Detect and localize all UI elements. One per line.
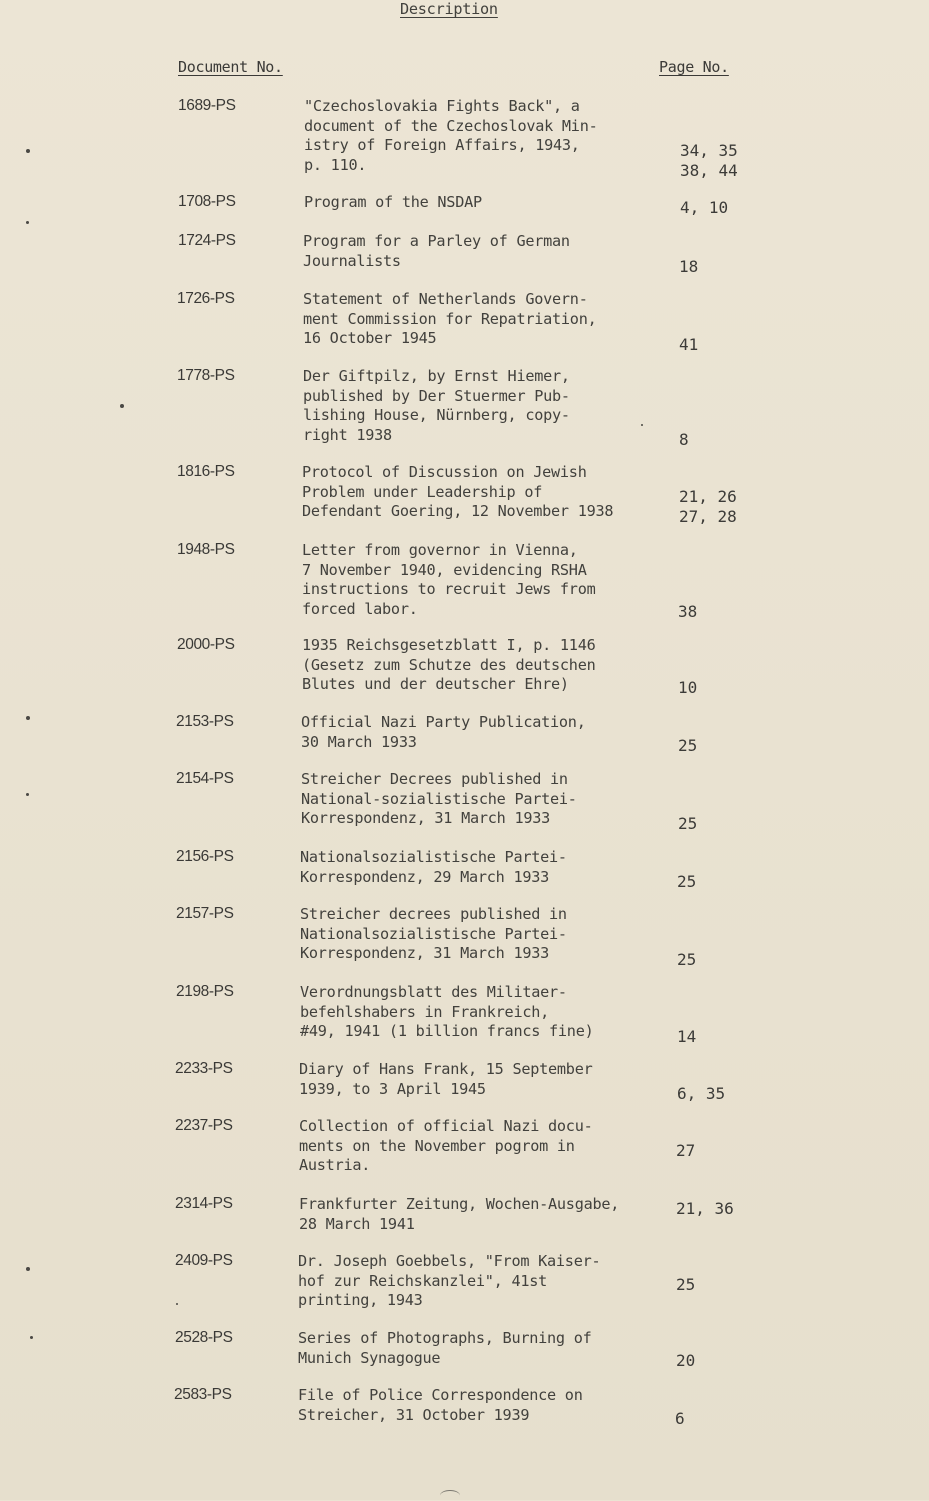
description-line: Streicher, 31 October 1939 [298,1405,530,1424]
page-numbers [676,1141,695,1161]
page-number-line: 8 [679,430,689,449]
description-line: Munich Synagogue [298,1348,441,1367]
page-number-line: 38 [678,602,698,621]
document-number: 1778-PS [177,367,235,384]
description-line: File of Police Correspondence on [298,1386,583,1404]
header-page-no: Page No. [659,58,729,76]
page-number-line: 10 [678,678,698,697]
description-line: right 1938 [303,425,392,444]
description-line: Streicher Decrees published in [301,770,568,788]
page-number-line: 21, 36 [676,1199,734,1218]
margin-mark [30,1336,33,1339]
header-document-no: Document No. [178,58,283,76]
page-numbers [677,950,696,970]
description-line: published by Der Stuermer Pub- [303,386,570,405]
page-numbers [677,1084,725,1104]
document-description [301,713,651,752]
description-line: hof zur Reichskanzlei", 41st [298,1271,548,1290]
description-line: forced labor. [302,599,418,618]
document-number: 2583-PS [174,1386,232,1403]
description-line: Program for a Parley of German [303,232,570,250]
description-line: National-sozialistische Partei- [301,789,577,808]
margin-mark [26,716,30,720]
description-line: Protocol of Discussion on Jewish [302,463,587,481]
document-description [302,541,652,619]
page-number-line: 27, 28 [679,507,737,526]
description-line: befehlshabers in Frankreich, [300,1002,550,1021]
description-line: ment Commission for Repatriation, [303,309,597,328]
description-line: document of the Czechoslovak Min- [304,116,598,135]
page-numbers [679,487,737,527]
description-line: Streicher decrees published in [300,905,567,923]
page-number-line: 27 [676,1141,696,1160]
document-description [304,97,654,175]
description-line: printing, 1943 [298,1291,423,1309]
page-numbers [678,602,697,622]
page-numbers [679,430,689,450]
page-numbers [677,872,696,892]
margin-mark [26,793,29,796]
description-line: Nationalsozialistische Partei- [300,848,567,866]
document-number: 1724-PS [178,232,236,249]
document-description [299,1117,649,1176]
margin-mark [120,404,124,408]
description-line: 1935 Reichsgesetzblatt I, p. 1146 [302,636,596,654]
description-line: 7 November 1940, evidencing RSHA [302,560,587,579]
margin-mark [176,1303,178,1305]
description-line: Letter from governor in Vienna, [302,541,578,559]
description-line: Problem under Leadership of [302,482,543,501]
header-description: Description [400,0,498,18]
page-numbers [676,1275,695,1295]
document-number: 2233-PS [175,1060,233,1077]
description-line: Journalists [303,251,401,270]
document-description [301,770,651,829]
document-number: 2237-PS [175,1117,233,1134]
margin-mark [641,424,643,426]
description-line: Series of Photographs, Burning of [298,1329,592,1347]
description-line: Der Giftpilz, by Ernst Hiemer, [303,367,570,385]
description-line: Korrespondenz, 31 March 1933 [301,809,551,827]
document-description [299,1060,649,1099]
page-numbers [676,1199,734,1219]
page-number-line: 25 [676,1275,696,1294]
description-line: Collection of official Nazi docu- [299,1117,593,1135]
page-number-line: 34, 35 [680,141,738,160]
description-line: lishing House, Nürnberg, copy- [303,406,570,424]
description-line: Korrespondenz, 29 March 1933 [300,867,550,886]
document-number: 2153-PS [176,713,234,730]
page-number-line: 4, 10 [680,198,729,217]
page-number-line: 21, 26 [679,487,737,506]
description-line: "Czechoslovakia Fights Back", a [304,97,580,115]
document-number: 2314-PS [175,1195,233,1212]
page-numbers [678,814,697,834]
description-line: Diary of Hans Frank, 15 September [299,1060,593,1078]
page-numbers [678,736,697,756]
page-numbers [680,198,728,218]
description-line: 28 March 1941 [299,1214,415,1233]
document-description [304,193,654,213]
page-number-line: 6 [675,1409,685,1428]
document-number: 2528-PS [175,1329,233,1346]
document-number: 2409-PS [175,1252,233,1269]
description-line: Dr. Joseph Goebbels, "From Kaiser- [298,1252,601,1270]
margin-mark [26,221,29,224]
document-number: 1689-PS [178,97,236,114]
document-description [303,367,653,445]
description-line: instructions to recruit Jews from [302,580,596,598]
document-description [303,232,653,271]
page-number-line: 20 [676,1351,696,1370]
description-line: istry of Foreign Affairs, 1943, [304,136,580,154]
document-description [300,905,650,964]
document-number: 1726-PS [177,290,235,307]
document-number: 1816-PS [177,463,235,480]
description-line: p. 110. [304,155,367,174]
description-line: 16 October 1945 [303,329,437,347]
description-line: ments on the November pogrom in [299,1136,575,1155]
page-numbers [679,257,698,277]
document-description [303,290,653,349]
description-line: Austria. [299,1156,371,1174]
page-number-line: 41 [679,335,699,354]
description-line: Nationalsozialistische Partei- [300,924,567,943]
description-line: Defendant Goering, 12 November 1938 [302,502,614,520]
page-number-line: 18 [679,257,699,276]
document-number: 2157-PS [176,905,234,922]
page-numbers [679,335,698,355]
description-line: Verordnungsblatt des Militaer- [300,983,567,1001]
document-description [302,636,652,695]
page-number-line: 38, 44 [680,161,738,180]
description-line: Statement of Netherlands Govern- [303,290,588,308]
description-line: Program of the NSDAP [304,193,482,211]
description-line: Blutes und der deutscher Ehre) [302,675,569,693]
document-description [298,1252,648,1311]
document-number: 1708-PS [178,193,236,210]
document-description [298,1386,648,1425]
document-number: 1948-PS [177,541,235,558]
document-description [299,1195,649,1234]
description-line: (Gesetz zum Schutze des deutschen [302,655,596,674]
description-line: 30 March 1933 [301,732,417,751]
document-number: 2156-PS [176,848,234,865]
document-description [298,1329,648,1368]
page-number-line: 25 [677,872,697,891]
page-folio-mark [440,1490,460,1501]
page-number-line: 6, 35 [677,1084,726,1103]
page-numbers [677,1027,696,1047]
document-number: 2000-PS [177,636,235,653]
page-numbers [678,678,697,698]
document-description [300,983,650,1042]
description-line: Korrespondenz, 31 March 1933 [300,944,550,962]
page-number-line: 25 [678,736,698,755]
page-number-line: 14 [677,1027,697,1046]
document-number: 2154-PS [176,770,234,787]
document-description [302,463,652,522]
description-line: #49, 1941 (1 billion francs fine) [300,1022,594,1040]
page-numbers [676,1351,695,1371]
description-line: Official Nazi Party Publication, [301,713,586,731]
margin-mark [26,149,30,153]
document-description [300,848,650,887]
page-number-line: 25 [677,950,697,969]
description-line: 1939, to 3 April 1945 [299,1079,486,1098]
margin-mark [26,1267,30,1271]
document-number: 2198-PS [176,983,234,1000]
page-numbers [675,1409,685,1429]
page-number-line: 25 [678,814,698,833]
page-numbers [680,141,738,181]
description-line: Frankfurter Zeitung, Wochen-Ausgabe, [299,1195,620,1213]
